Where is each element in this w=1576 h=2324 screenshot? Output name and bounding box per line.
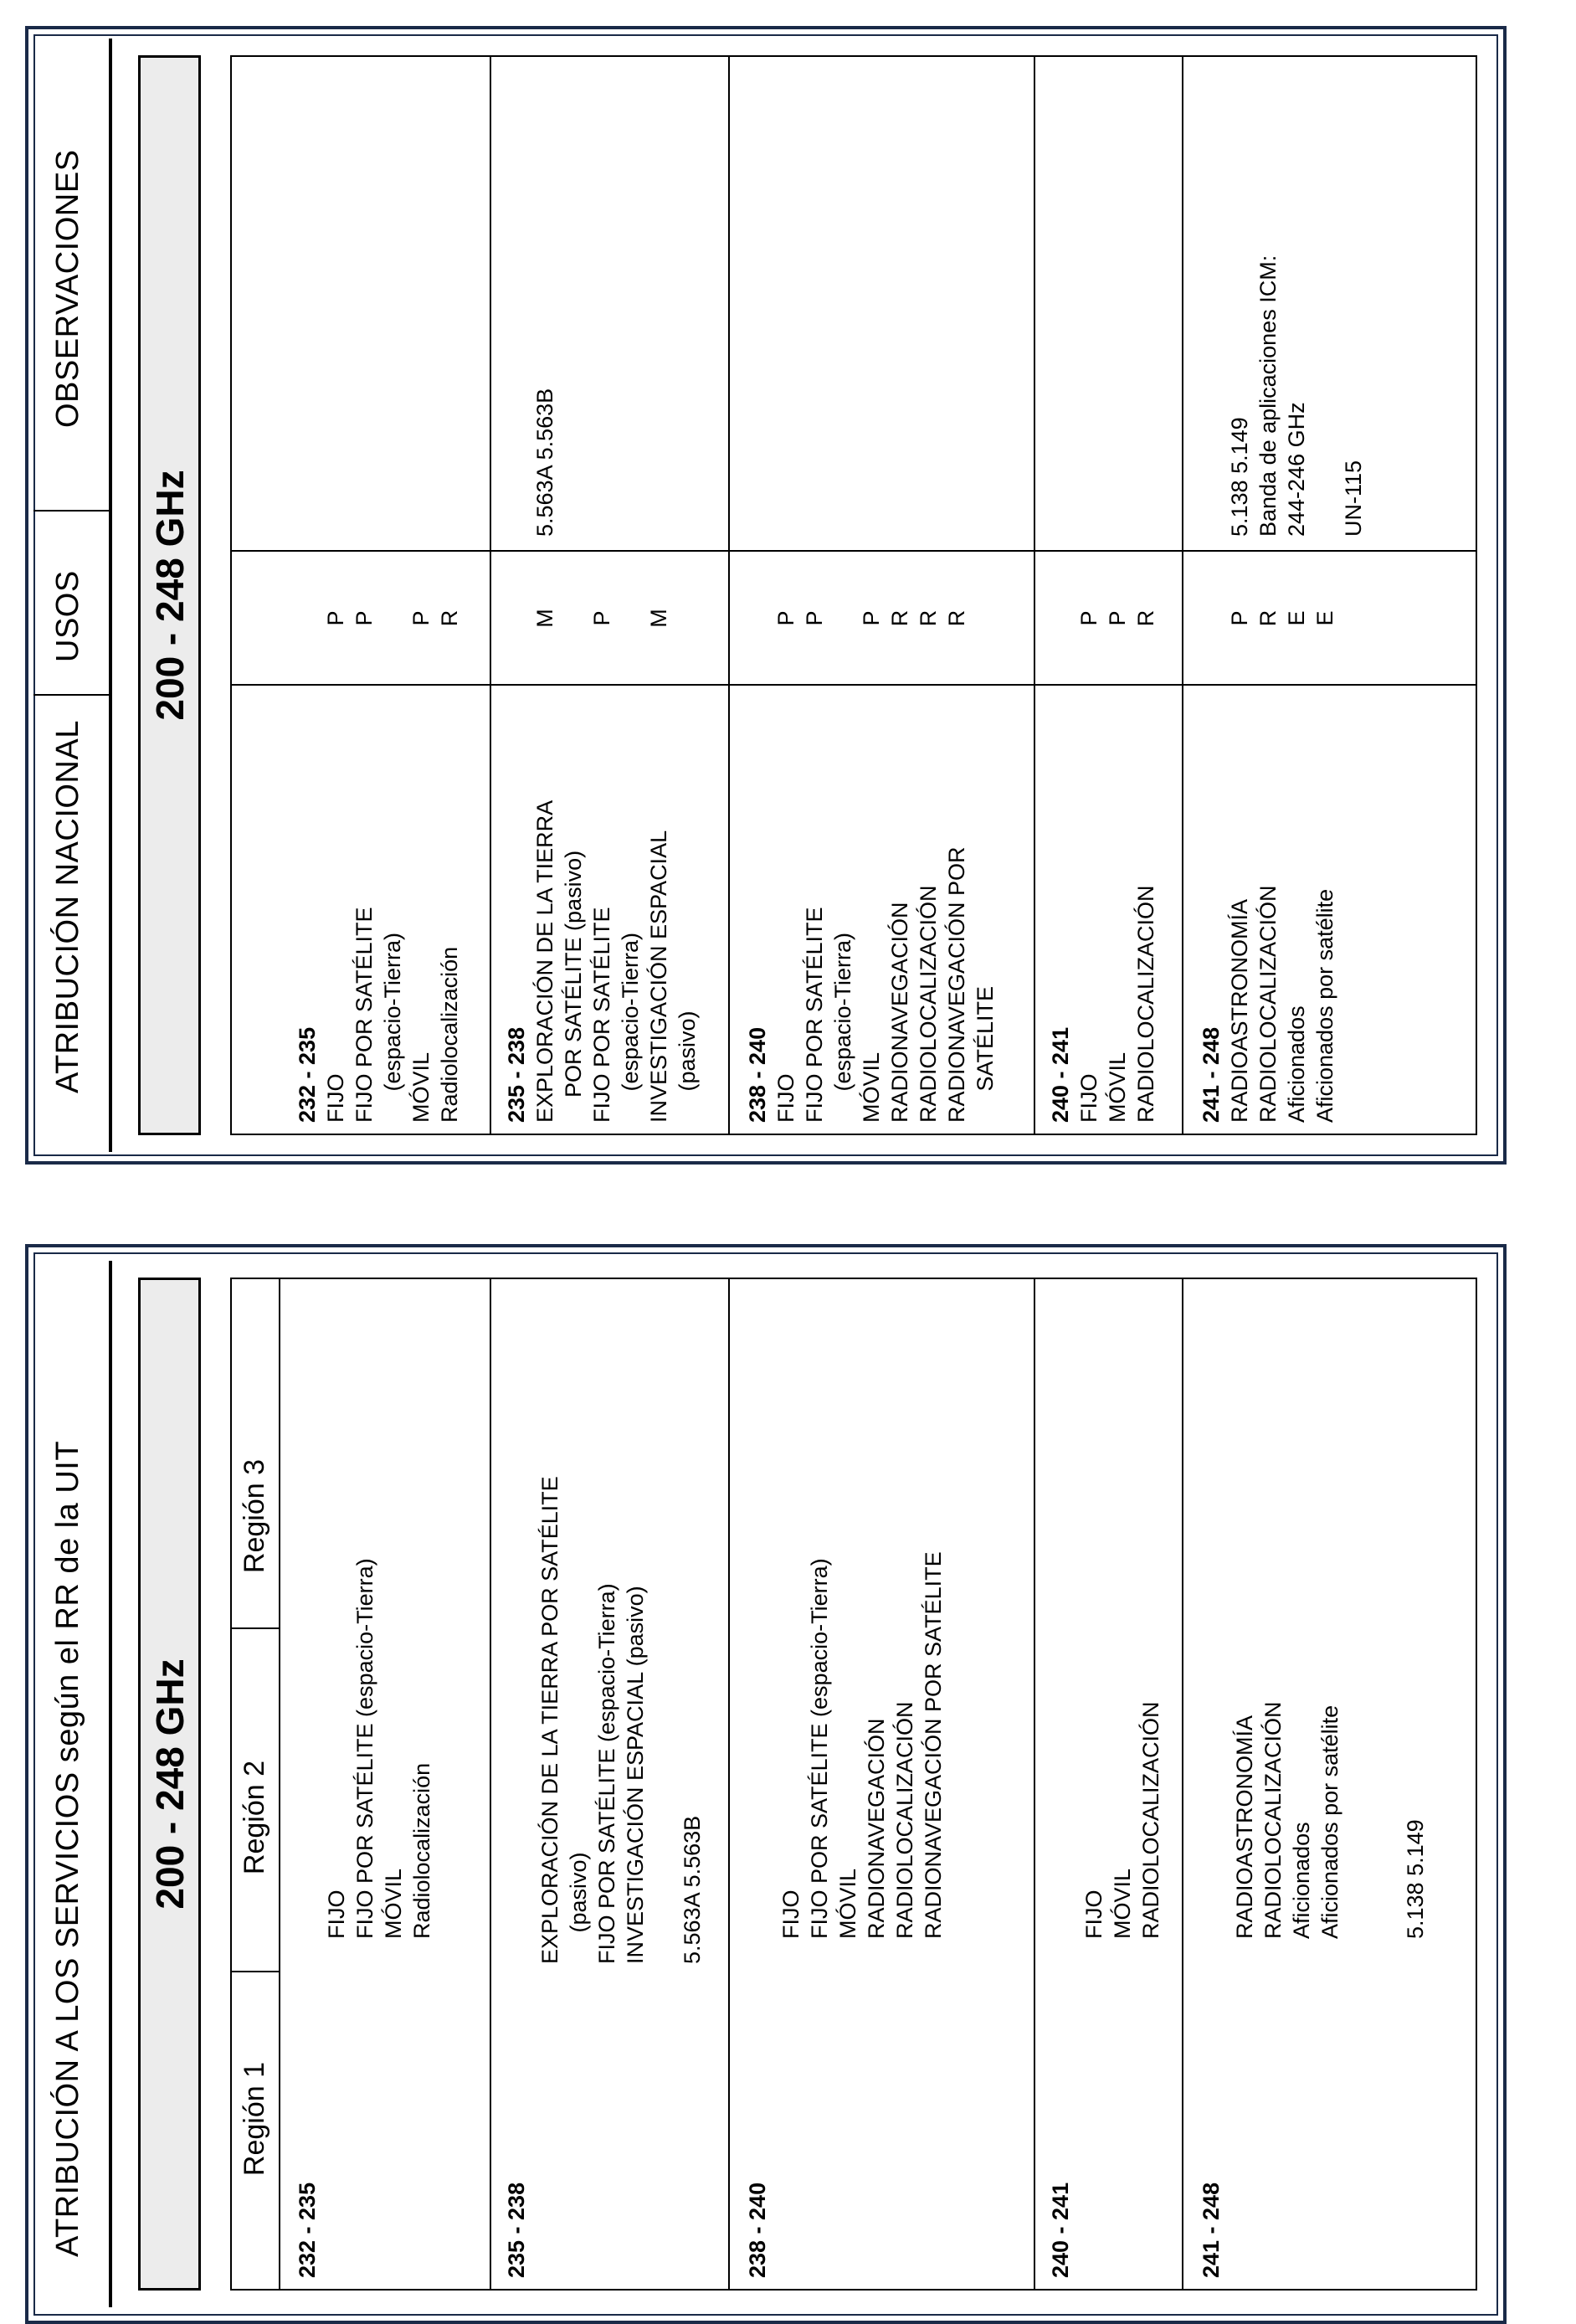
national-row-services xyxy=(293,907,464,1123)
national-obs: 5.563A 5.563B xyxy=(532,388,557,537)
national-row-range: 241 - 248 xyxy=(1199,1026,1224,1123)
uit-row-services: FIJO FIJO POR SATÉLITE (espacio-Tierra) MÓVIL RADIONAVEGACIÓN RADIOLOCALIZACIÓN RADIONAVEGACIÓN POR SATÉLITE xyxy=(778,1551,946,1939)
uit-row-sep-2 xyxy=(728,1278,730,2291)
national-services-list: FIJO FIJO POR SATÉLITE (espacio-Tierra) MÓVIL RADIONAVEGACIÓN RADIOLOCALIZACIÓN RADIONAVEGACIÓN POR SATÉLITE xyxy=(773,846,998,1123)
uit-row-range: 241 - 248 xyxy=(1199,2182,1224,2278)
national-row-range: 240 - 241 xyxy=(1048,1026,1073,1123)
national-row-sep-2 xyxy=(728,55,730,1135)
uit-body-left xyxy=(230,2289,1477,2291)
national-title-rule xyxy=(109,39,112,1152)
uit-band-label: 200 - 248 GHz xyxy=(147,1658,192,1910)
national-row-sep-1 xyxy=(490,55,491,1135)
national-row-range: 235 - 238 xyxy=(504,1026,529,1123)
uit-row-range: 232 - 235 xyxy=(295,2182,320,2278)
national-body-bottom xyxy=(1476,55,1477,1135)
uit-row-services: FIJO FIJO POR SATÉLITE (espacio-Tierra) MÓVIL Radiolocalización xyxy=(324,1558,434,1939)
national-body-right xyxy=(230,55,1477,57)
uit-col-divider-2 xyxy=(230,1627,280,1629)
national-title: ATRIBUCIÓN NACIONAL xyxy=(50,720,85,1093)
uit-row-services: EXPLORACIÓN DE LA TIERRA POR SATÉLITE (pasivo) FIJO POR SATÉLITE (espacio-Tierra) INVESTIGACIÓN ESPACIAL (pasivo) 5.563A 5.563B xyxy=(537,1476,705,1964)
usos-col-right xyxy=(230,550,1477,552)
uit-title-rule xyxy=(109,1261,112,2307)
uit-row-sep-1 xyxy=(490,1278,491,2291)
national-row-services xyxy=(743,846,999,1123)
national-services-list: EXPLORACIÓN DE LA TIERRA POR SATÉLITE (pasivo) FIJO POR SATÉLITE (espacio-Tierra) INVESTIGACIÓN ESPACIAL (pasivo) xyxy=(532,800,700,1123)
uit-row-range: 235 - 238 xyxy=(504,2182,529,2278)
national-usos: P P R xyxy=(1076,609,1158,627)
national-row-services xyxy=(1197,885,1339,1123)
national-row-sep-3 xyxy=(1034,55,1035,1135)
national-band-label: 200 - 248 GHz xyxy=(147,470,192,721)
uit-col-region3: Región 3 xyxy=(239,1458,270,1574)
national-usos: P R E E xyxy=(1227,609,1337,627)
uit-band-box xyxy=(138,1278,201,2291)
uit-row-services: FIJO MÓVIL RADIOLOCALIZACIÓN xyxy=(1081,1701,1163,1939)
uit-row-sep-3 xyxy=(1034,1278,1035,2291)
uit-row-services: RADIOASTRONOMÍA RADIOLOCALIZACIÓN Aficionados Aficionados por satélite 5.138 5.149 xyxy=(1232,1701,1428,1939)
uit-body-bottom xyxy=(1476,1278,1477,2291)
uit-col-region2: Región 2 xyxy=(239,1760,270,1875)
observaciones-title: OBSERVACIONES xyxy=(50,149,85,428)
usos-col-left xyxy=(230,684,1477,686)
national-body-top xyxy=(230,55,232,1135)
title-divider-2 xyxy=(33,510,109,512)
uit-header-top xyxy=(230,1278,232,2291)
national-services-list: FIJO MÓVIL RADIOLOCALIZACIÓN xyxy=(1076,885,1158,1123)
uit-col-region1: Región 1 xyxy=(239,2061,270,2177)
uit-row-range: 240 - 241 xyxy=(1048,2182,1073,2278)
national-usos: P P P R xyxy=(323,609,462,627)
national-row-services xyxy=(1046,885,1160,1123)
national-body-left xyxy=(230,1134,1477,1135)
uit-row-sep-4 xyxy=(1182,1278,1183,2291)
uit-body-right xyxy=(230,1278,1477,1279)
usos-title: USOS xyxy=(50,570,85,662)
uit-header-bottom xyxy=(279,1278,280,2291)
national-row-range: 238 - 240 xyxy=(745,1026,770,1123)
national-usos: M P M xyxy=(532,609,671,628)
national-services-list: FIJO FIJO POR SATÉLITE (espacio-Tierra) MÓVIL Radiolocalización xyxy=(323,907,462,1123)
title-divider-1 xyxy=(33,694,109,696)
national-band-box xyxy=(138,55,201,1135)
national-row-services xyxy=(502,800,701,1123)
national-services-list: RADIOASTRONOMÍA RADIOLOCALIZACIÓN Aficionados Aficionados por satélite xyxy=(1227,885,1337,1123)
national-row-sep-4 xyxy=(1182,55,1183,1135)
national-obs: 5.138 5.149 Banda de aplicaciones ICM: 244-246 GHz UN-115 xyxy=(1227,255,1366,537)
national-usos: P P P R R R xyxy=(773,609,969,627)
uit-title: ATRIBUCIÓN A LOS SERVICIOS según el RR de la UIT xyxy=(50,1440,85,2257)
uit-row-range: 238 - 240 xyxy=(745,2182,770,2278)
national-row-range: 232 - 235 xyxy=(295,1026,320,1123)
uit-col-divider-1 xyxy=(230,1971,280,1972)
